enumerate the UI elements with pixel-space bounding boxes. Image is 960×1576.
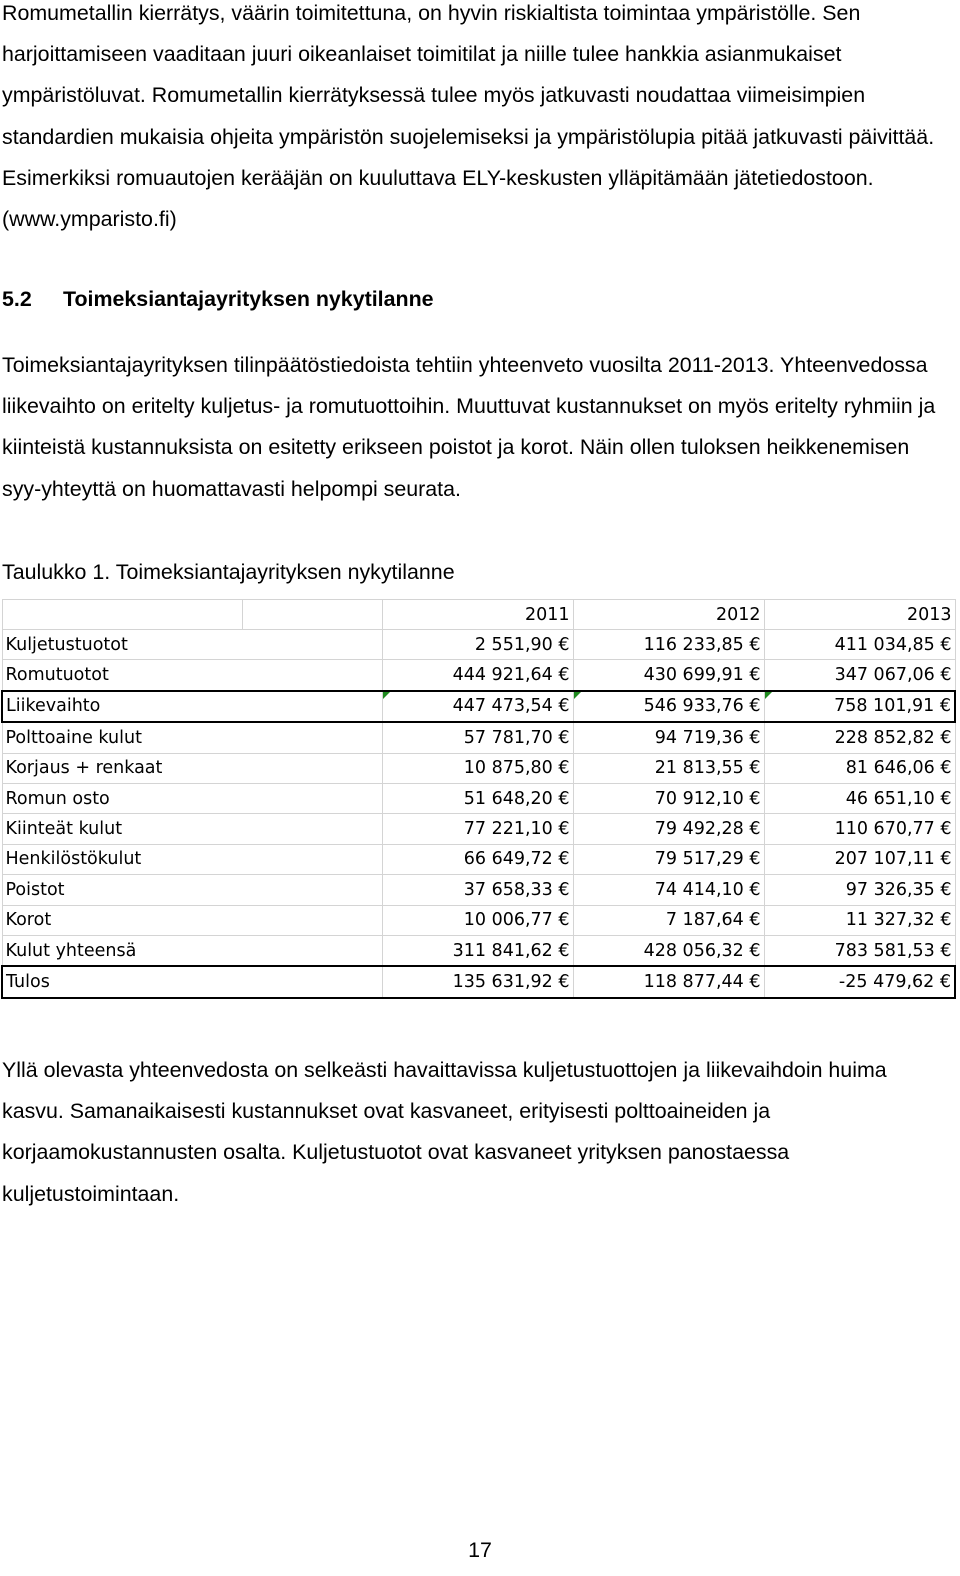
table-row	[2, 753, 955, 783]
header-empty-cell	[242, 600, 382, 630]
value-cell: 2 551,90 €	[382, 630, 573, 660]
value-cell: 116 233,85 €	[573, 630, 764, 660]
cell-comment-marker-icon	[765, 692, 772, 699]
value-cell: 118 877,44 €	[573, 966, 764, 997]
section-title: Toimeksiantajayrityksen nykytilanne	[63, 287, 434, 311]
row-label: Korot	[2, 905, 382, 935]
year-header: 2013	[764, 600, 955, 630]
value-cell: 228 852,82 €	[764, 722, 955, 753]
value-text: 546 933,76 €	[643, 696, 761, 717]
value-cell: 347 067,06 €	[764, 660, 955, 691]
table-row	[2, 660, 955, 691]
value-cell	[764, 691, 955, 722]
value-cell: 11 327,32 €	[764, 905, 955, 935]
row-label: Poistot	[2, 875, 382, 905]
cell-comment-marker-icon	[574, 692, 581, 699]
value-cell: 10 006,77 €	[382, 905, 573, 935]
table-row	[2, 814, 955, 844]
value-cell: 46 651,10 €	[764, 783, 955, 813]
value-cell: 444 921,64 €	[382, 660, 573, 691]
section-heading	[2, 282, 434, 316]
row-label: Henkilöstökulut	[2, 844, 382, 874]
value-cell: 311 841,62 €	[382, 935, 573, 966]
financial-summary-table	[1, 599, 956, 999]
value-cell: 135 631,92 €	[382, 966, 573, 997]
row-label: Kulut yhteensä	[2, 935, 382, 966]
table-row	[2, 905, 955, 935]
row-label: Kiinteät kulut	[2, 814, 382, 844]
value-cell	[573, 691, 764, 722]
value-cell: 428 056,32 €	[573, 935, 764, 966]
value-cell: 81 646,06 €	[764, 753, 955, 783]
value-cell: 110 670,77 €	[764, 814, 955, 844]
row-label: Polttoaine kulut	[2, 722, 382, 753]
table-row	[2, 630, 955, 660]
header-empty-cell	[2, 600, 242, 630]
value-cell: 66 649,72 €	[382, 844, 573, 874]
section-number: 5.2	[2, 287, 32, 311]
row-label: Liikevaihto	[2, 691, 382, 722]
value-cell: 51 648,20 €	[382, 783, 573, 813]
value-cell: -25 479,62 €	[764, 966, 955, 997]
value-cell: 70 912,10 €	[573, 783, 764, 813]
table-caption: Taulukko 1. Toimeksiantajayrityksen nykytilanne	[2, 560, 455, 584]
table-row	[2, 935, 955, 966]
table-row	[2, 691, 955, 722]
table-row	[2, 966, 955, 997]
row-label: Kuljetustuotot	[2, 630, 382, 660]
value-cell: 37 658,33 €	[382, 875, 573, 905]
value-cell: 94 719,36 €	[573, 722, 764, 753]
value-cell: 411 034,85 €	[764, 630, 955, 660]
table-row	[2, 844, 955, 874]
row-label: Tulos	[2, 966, 382, 997]
table-row	[2, 722, 955, 753]
financial-table-body	[2, 600, 955, 998]
section-paragraph: Toimeksiantajayrityksen tilinpäätöstiedoista tehtiin yhteenveto vuosilta 2011-2013. Yhteenvedossa liikevaihto on eritelty kuljetus- ja romutuottoihin. Muuttuvat kustannukset on myös eritelty ryhmiin ja kiinteistä kustannuksista on esitetty erikseen poistot ja korot. Näin ollen tuloksen heikkenemisen syy-yhteyttä on huomattavasti helpompi seurata.	[2, 353, 936, 501]
value-cell: 7 187,64 €	[573, 905, 764, 935]
value-cell: 783 581,53 €	[764, 935, 955, 966]
row-label: Romun osto	[2, 783, 382, 813]
value-cell: 10 875,80 €	[382, 753, 573, 783]
value-cell: 77 221,10 €	[382, 814, 573, 844]
value-cell: 74 414,10 €	[573, 875, 764, 905]
row-label: Korjaus + renkaat	[2, 753, 382, 783]
value-cell: 79 517,29 €	[573, 844, 764, 874]
page-number: 17	[468, 1538, 492, 1562]
value-cell: 430 699,91 €	[573, 660, 764, 691]
value-cell	[382, 691, 573, 722]
value-cell: 207 107,11 €	[764, 844, 955, 874]
table-header-row	[2, 600, 955, 630]
row-label: Romutuotot	[2, 660, 382, 691]
value-text: 447 473,54 €	[452, 696, 570, 717]
table-row	[2, 783, 955, 813]
year-header: 2012	[573, 600, 764, 630]
value-cell: 21 813,55 €	[573, 753, 764, 783]
cell-comment-marker-icon	[383, 692, 390, 699]
conclusion-paragraph: Yllä olevasta yhteenvedosta on selkeästi havaittavissa kuljetustuottojen ja liikevaihdoin huima kasvu. Samanaikaisesti kustannukset ovat kasvaneet, erityisesti polttoaineiden ja korjaamokustannusten osalta. Kuljetustuotot ovat kasvaneet yrityksen panostaessa kuljetustoimintaan.	[2, 1058, 887, 1206]
year-header: 2011	[382, 600, 573, 630]
value-cell: 79 492,28 €	[573, 814, 764, 844]
table-row	[2, 875, 955, 905]
intro-paragraph: Romumetallin kierrätys, väärin toimitettuna, on hyvin riskialtista toimintaa ympäristölle. Sen harjoittamiseen vaaditaan juuri oikeanlaiset toimitilat ja niille tulee hankkia asianmukaiset ympäristöluvat. Romumetallin kierrätyksessä tulee myös jatkuvasti noudattaa viimeisimpien standardien mukaisia ohjeita ympäristön suojelemiseksi ja ympäristölupia pitää jatkuvasti päivittää. Esimerkiksi romuautojen kerääjän on kuuluttava ELY-keskusten ylläpitämään jätetiedostoon. (www.ymparisto.fi)	[2, 1, 935, 232]
value-text: 758 101,91 €	[834, 696, 951, 717]
value-cell: 57 781,70 €	[382, 722, 573, 753]
value-cell: 97 326,35 €	[764, 875, 955, 905]
